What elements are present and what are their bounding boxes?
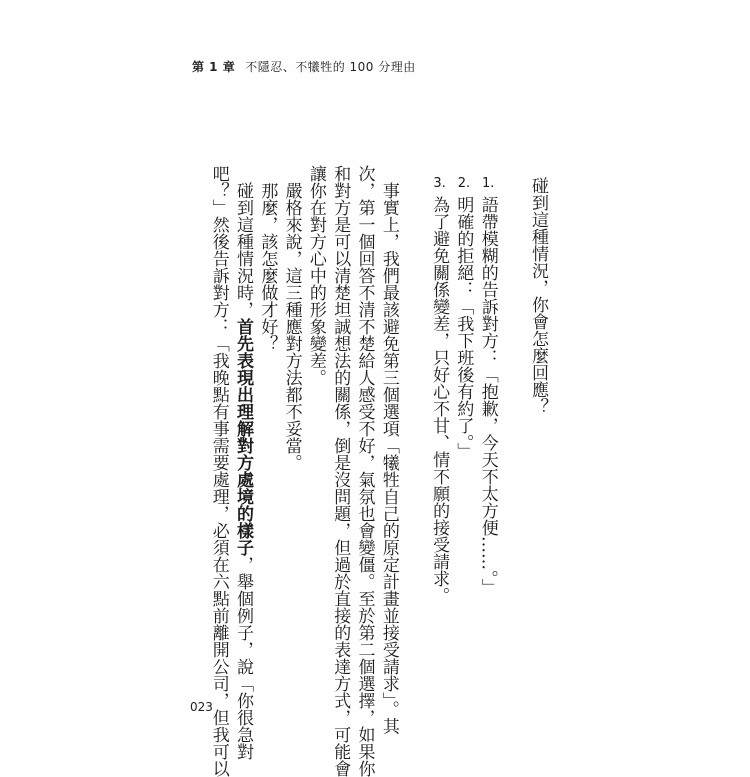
option-number: 1. <box>482 177 495 190</box>
paragraph-line: 次，第一個回答不清不楚給人感受不好，氣氛也會變僵。至於第二個選擇，如果你 <box>354 165 375 777</box>
spacer <box>500 165 526 695</box>
question-line: 碰到這種情況，你會怎麼回應？ <box>528 177 548 415</box>
text-run: ，舉個例子，說「你很急對 <box>233 556 254 760</box>
chapter-title: 不隱忍、不犧牲的 100 分理由 <box>245 59 416 74</box>
paragraph-line: 那麼，該怎麼做才好？ <box>257 182 278 352</box>
option-number: 3. <box>433 177 446 190</box>
paragraph-line: 讓你在對方心中的形象變差。 <box>305 165 326 386</box>
running-header <box>192 57 416 75</box>
page-number: 023 <box>190 700 213 714</box>
paragraph-line: 吧？」然後告訴對方：「我晚點有事需要處理，必須在六點前離開公司，但我可以 <box>208 165 229 777</box>
paragraph-line: 和對方是可以清楚坦誠想法的關係，倒是沒問題，但過於直接的表達方式，可能會 <box>330 165 351 777</box>
text-run: 碰到這種情況時， <box>233 182 254 318</box>
chapter-label: 第 1 章 <box>192 59 236 74</box>
option-item-3 <box>427 165 451 695</box>
option-item-2 <box>451 165 475 695</box>
option-text: 為了避免關係變差，只好心不甘、情不願的接受請求。 <box>429 196 450 604</box>
option-text: 明確的拒絕：「我下班後有約了。」 <box>453 196 474 460</box>
option-number: 2. <box>457 177 471 190</box>
spacer <box>401 165 427 695</box>
paragraph-line: 事實上，我們最該避免第三個選項「犧牲自己的原定計畫並接受請求」。其 <box>378 182 399 735</box>
emphasis-text: 首先表現出理解對方處境的樣子 <box>233 318 254 556</box>
paragraph-line <box>231 165 255 760</box>
paragraph-line: 嚴格來說，這三種應對方法都不妥當。 <box>281 182 302 471</box>
option-item-1 <box>475 165 499 695</box>
option-text: 語帶模糊的告訴對方：「抱歉，今天不太方便……。」 <box>477 196 498 596</box>
